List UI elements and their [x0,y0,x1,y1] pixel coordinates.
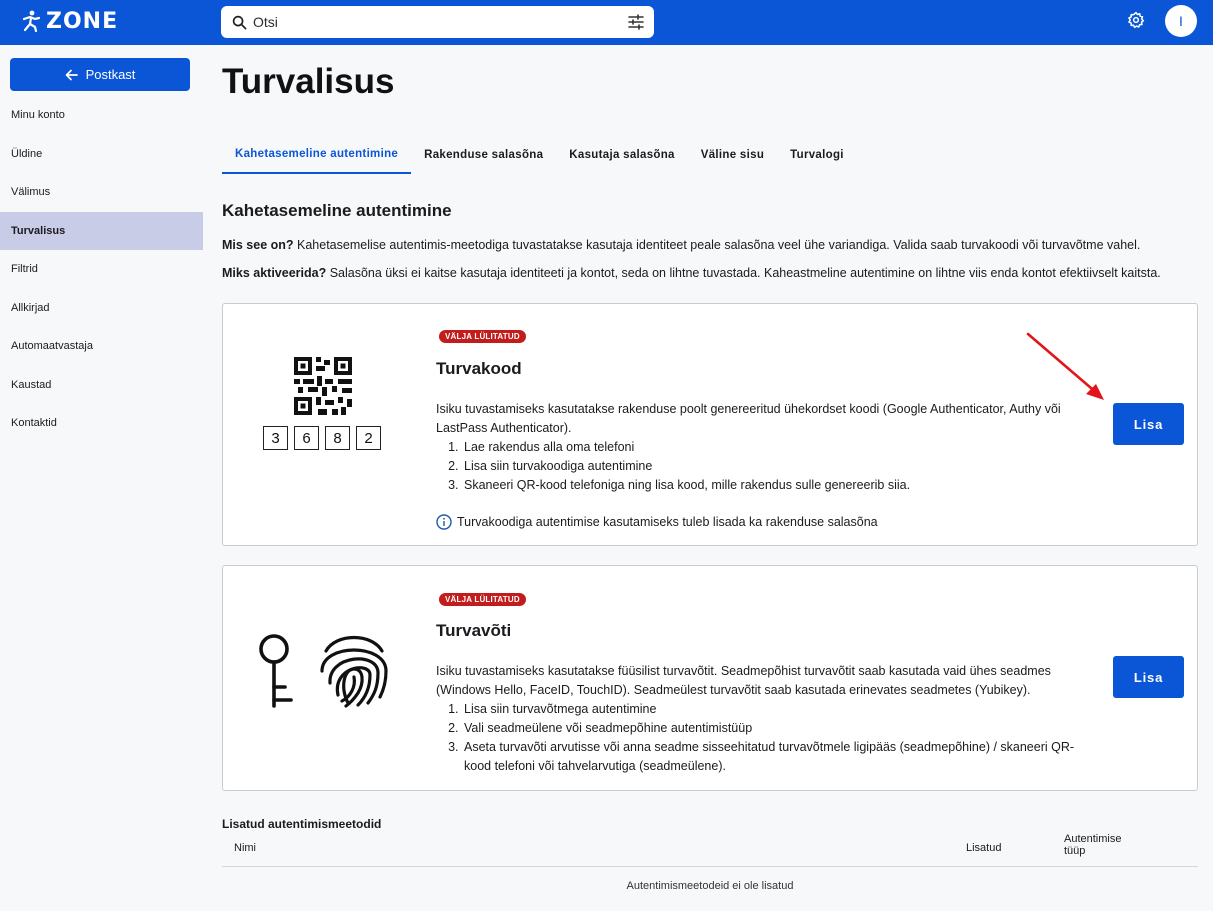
intro-what-is-it: Mis see on? Kahetasemelise autentimis-meetodiga tuvastatakse kasutaja identiteet peale salasõna veel ühe variandiga. Valida saab turvakoodi või turvavõtme vahel. [222,238,1141,252]
tab-two-factor[interactable]: Kahetasemeline autentimine [222,136,411,174]
code-digit: 2 [356,426,381,450]
annotation-arrow-icon [1020,326,1110,406]
code-digit: 3 [263,426,288,450]
arrow-left-icon [65,69,78,81]
list-item: 1. Lae rakendus alla oma telefoni [462,438,1096,457]
search-icon [232,15,247,30]
column-header-type[interactable]: Autentimise tüüp [1064,833,1122,857]
code-digits [263,426,387,450]
info-note: Turvakoodiga autentimise kasutamiseks tuleb lisada ka rakenduse salasõna [436,514,878,530]
sidebar-item-my-account[interactable]: Minu konto [11,109,65,122]
back-to-inbox-button[interactable] [10,58,190,91]
list-item: 1. Lisa siin turvavõtmega autentimine [462,700,1096,719]
card-title: Turvavõti [436,621,512,640]
security-key-card [222,565,1198,791]
sidebar-item-autoreply[interactable]: Automaatvastaja [11,340,93,353]
security-tabs [222,136,857,174]
settings-nav [0,96,203,443]
page-title: Turvalisus [222,62,395,101]
logo-text: ZONE [46,8,119,34]
sidebar-item-general[interactable]: Üldine [11,147,43,160]
column-header-name[interactable]: Nimi [234,842,256,854]
runner-icon [22,10,40,32]
tab-app-password[interactable]: Rakenduse salasõna [424,149,544,161]
added-methods-title: Lisatud autentimismeetodid [222,817,382,831]
search-input[interactable] [253,14,613,30]
sidebar-item-security[interactable]: Turvalisus [0,212,203,251]
info-icon [436,514,452,530]
steps-list [436,438,1096,495]
intro-why-activate: Miks aktiveerida? Salasõna üksi ei kaitse kasutaja identiteeti ja kontot, seda on lihtne tuvastada. Kaheastmeline autentimine on lihtne viis enda kontot efektiivselt kaitsta. [222,266,1161,280]
tab-security-log[interactable]: Turvalogi [790,149,844,161]
list-item: 2. Lisa siin turvakoodiga autentimine [462,457,1096,476]
search-filter-icon[interactable] [627,13,645,31]
fingerprint-icon [318,629,390,709]
status-badge: VÄLJA LÜLITATUD [439,593,526,606]
tab-external-content[interactable]: Väline sisu [700,149,765,161]
list-item: 3. Skaneeri QR-kood telefoniga ning lisa kood, mille rakendus sulle genereerib siia. [462,476,1096,495]
list-item: 3. Aseta turvavõti arvutisse või anna seadme sisseehitatud turvavõtmele ligipääs (seadmepõhine) / skaneeri QR-kood telefoni või tahvelarvutiga (seadmeülene). [462,738,1096,776]
key-icon [255,634,295,709]
sidebar-item-signatures[interactable]: Allkirjad [11,301,50,314]
card-description: Isiku tuvastamiseks kasutatakse füüsilist turvavõtit. Seadmepõhist turvavõtit saab kasutada vaid ühes seadmes (Windows Hello, FaceID, TouchID). Seadmeülest turvavõtit saab kasutada erinevates seadmetes (Yubikey). 1. Lisa siin turvavõtmega autentimine 2. Vali seadmeülene või seadmepõhine autentimistüüp 3. Aseta turvavõti arvutisse või anna seadme sisseehitatud turvavõtmele ligipääs (seadmepõhine) / skaneeri QR-kood telefoni või tahvelarvutiga (seadmeülene). [436,662,1096,776]
card-title: Turvakood [436,359,522,378]
add-security-key-button[interactable]: Lisa [1113,656,1184,698]
zone-logo[interactable] [22,8,118,34]
back-button-label: Postkast [85,67,136,82]
qr-code-icon [294,357,352,415]
code-digit: 6 [294,426,319,450]
column-header-added[interactable]: Lisatud [966,842,1002,854]
settings-gear-icon[interactable] [1127,11,1145,29]
code-digit: 8 [325,426,350,450]
search-bar[interactable] [221,6,654,38]
sidebar-item-filters[interactable]: Filtrid [11,263,38,276]
card-description: Isiku tuvastamiseks kasutatakse rakenduse poolt genereeritud ühekordset koodi (Google Authenticator, Authy või LastPass Authenticator). 1. Lae rakendus alla oma telefoni 2. Lisa siin turvakoodiga autentimine 3. Skaneeri QR-kood telefoniga ning lisa kood, mille rakendus sulle genereerib siia. [436,400,1096,495]
sidebar-item-folders[interactable]: Kaustad [11,378,52,391]
steps-list [436,700,1096,776]
top-bar [0,0,1213,45]
methods-table-header [222,830,1198,867]
list-item: 2. Vali seadmeülene või seadmepõhine autentimistüüp [462,719,1096,738]
sidebar-item-contacts[interactable]: Kontaktid [11,417,57,430]
tab-user-password[interactable]: Kasutaja salasõna [569,149,675,161]
user-avatar[interactable]: I [1165,5,1197,37]
empty-state-text: Autentimismeetodeid ei ole lisatud [626,880,794,892]
section-title: Kahetasemeline autentimine [222,201,452,220]
add-security-code-button[interactable]: Lisa [1113,403,1184,445]
sidebar-item-appearance[interactable]: Välimus [11,186,51,199]
status-badge: VÄLJA LÜLITATUD [439,330,526,343]
